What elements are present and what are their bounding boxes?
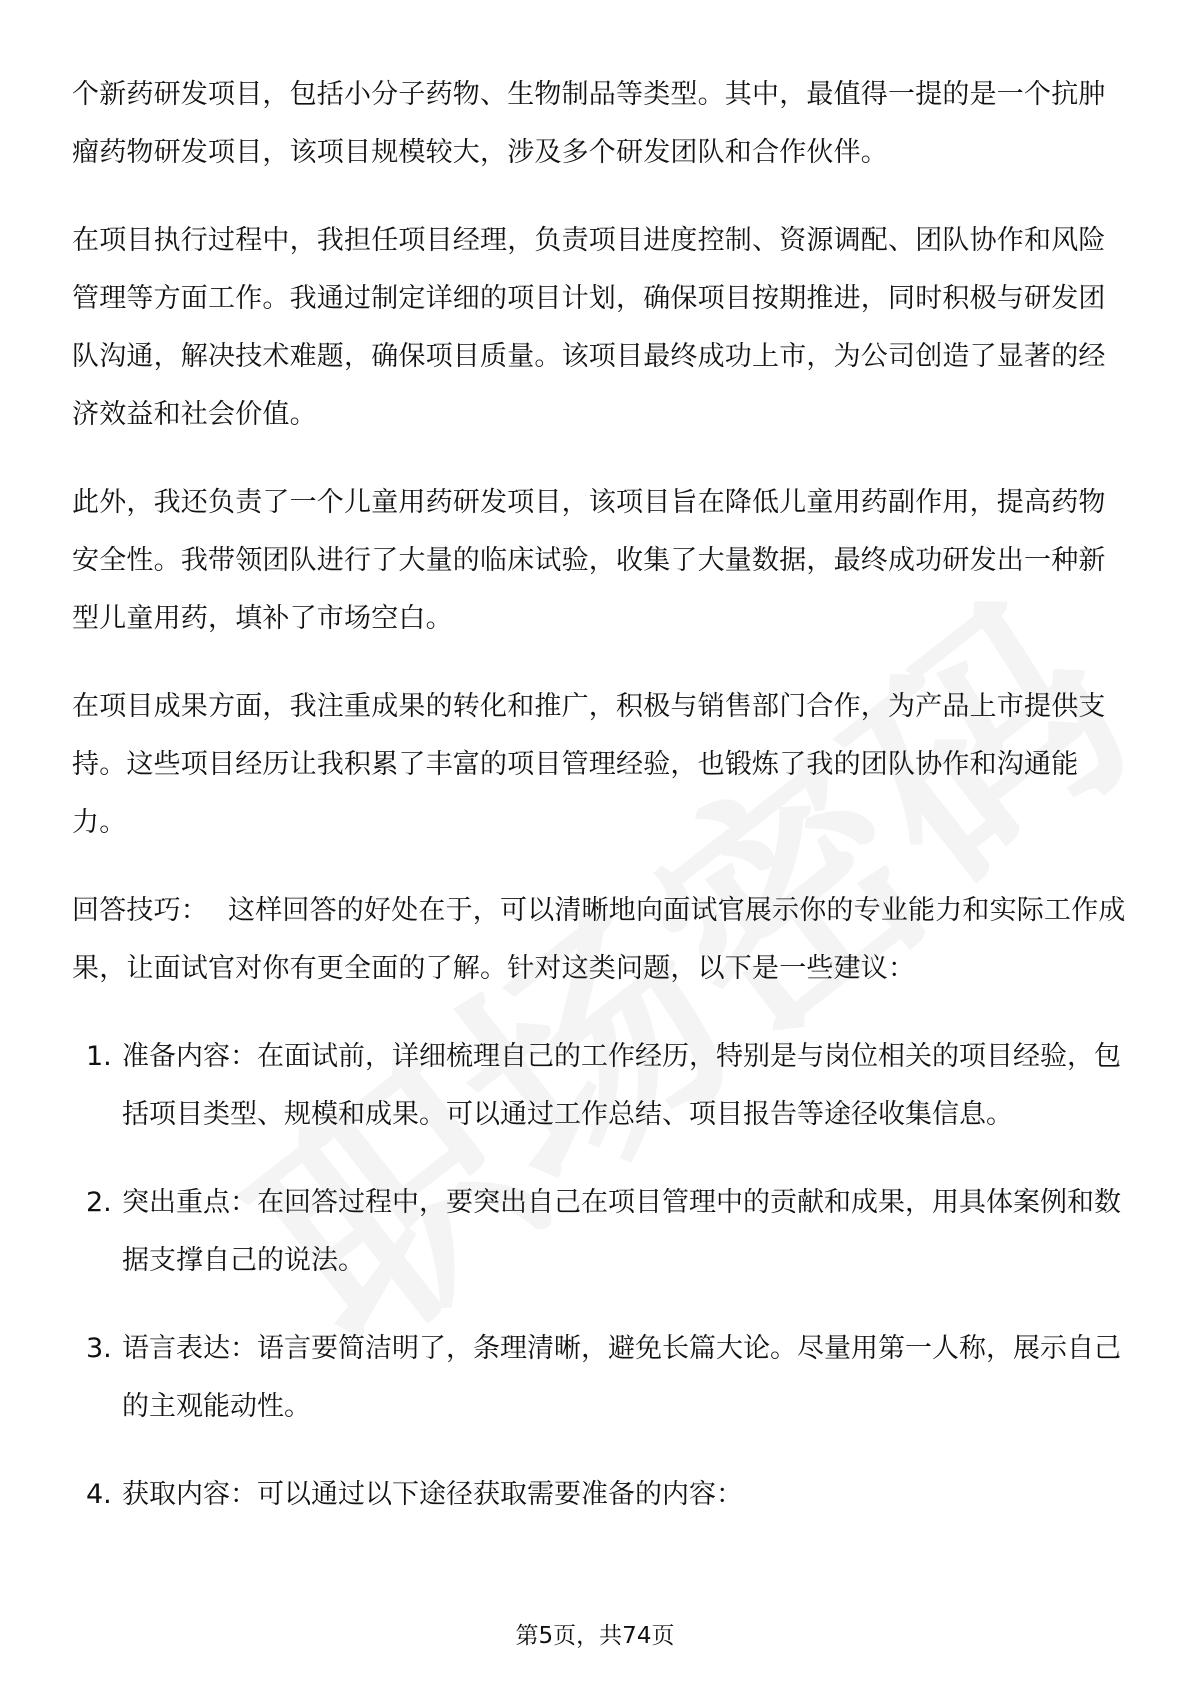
suggestion-list — [72, 1028, 1132, 1524]
list-text: 语言表达：语言要简洁明了，条理清晰，避免长篇大论。尽量用第一人称，展示自己的主观能动性。 — [122, 1333, 1121, 1422]
list-number: 4. — [86, 1479, 112, 1510]
answer-tips — [72, 882, 1132, 998]
paragraph-4: 在项目成果方面，我注重成果的转化和推广，积极与销售部门合作，为产品上市提供支持。这些项目经历让我积累了丰富的项目管理经验，也锻炼了我的团队协作和沟通能力。 — [72, 691, 1106, 838]
page-footer: 第5页，共74页 — [515, 1623, 675, 1649]
list-item — [72, 1466, 1132, 1524]
list-item — [72, 1028, 1132, 1144]
list-item — [72, 1174, 1132, 1290]
paragraph-3: 此外，我还负责了一个儿童用药研发项目，该项目旨在降低儿童用药副作用，提高药物安全性。我带领团队进行了大量的临床试验，收集了大量数据，最终成功研发出一种新型儿童用药，填补了市场空白。 — [72, 487, 1106, 634]
tips-text: 这样回答的好处在于，可以清晰地向面试官展示你的专业能力和实际工作成果，让面试官对你有更全面的了解。针对这类问题，以下是一些建议： — [72, 895, 1126, 984]
document-body — [72, 66, 1132, 1554]
tips-label: 回答技巧： — [72, 895, 208, 926]
list-text: 突出重点：在回答过程中，要突出自己在项目管理中的贡献和成果，用具体案例和数据支撑自己的说法。 — [122, 1187, 1121, 1276]
list-number: 3. — [86, 1333, 112, 1364]
list-text: 准备内容：在面试前，详细梳理自己的工作经历，特别是与岗位相关的项目经验，包括项目类型、规模和成果。可以通过工作总结、项目报告等途径收集信息。 — [122, 1041, 1121, 1130]
paragraph-2: 在项目执行过程中，我担任项目经理，负责项目进度控制、资源调配、团队协作和风险管理等方面工作。我通过制定详细的项目计划，确保项目按期推进，同时积极与研发团队沟通，解决技术难题，确保项目质量。该项目最终成功上市，为公司创造了显著的经济效益和社会价值。 — [72, 225, 1106, 430]
list-number: 2. — [86, 1187, 112, 1218]
list-number: 1. — [86, 1041, 112, 1072]
list-item — [72, 1320, 1132, 1436]
paragraph-1: 个新药研发项目，包括小分子药物、生物制品等类型。其中，最值得一提的是一个抗肿瘤药物研发项目，该项目规模较大，涉及多个研发团队和合作伙伴。 — [72, 79, 1106, 168]
list-text: 获取内容：可以通过以下途径获取需要准备的内容： — [122, 1479, 743, 1510]
